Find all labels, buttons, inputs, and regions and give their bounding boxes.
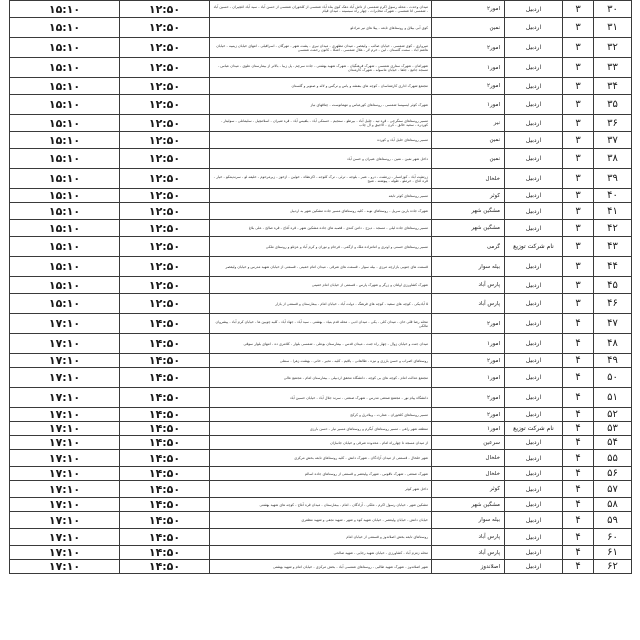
- row-number: ۶۲: [594, 560, 632, 574]
- table-row: [10, 512, 632, 529]
- start-time: ۱۲:۵۰: [120, 1, 210, 18]
- area-description: میدان وحدت - محله رسول اکرم شمسی از داش آباد دهک کوی بناه آباد شمسی از کلحوران شمسی از حسن آباد - سید آباد اغچیران - حسین آباد - شمسی اتا شمسی - شهرک مخابرات - چهار راه سبسینه - میدان قیام: [210, 1, 432, 18]
- area-description: مسیر روستاهای خلیل آباد و کورده: [210, 132, 432, 149]
- province-name: اردبیل: [505, 149, 563, 169]
- district-name: کوثر: [432, 189, 505, 203]
- table-row: [10, 220, 632, 237]
- table-row: [10, 388, 632, 408]
- group-code: ۳: [563, 149, 594, 169]
- start-time: ۱۴:۵۰: [120, 368, 210, 388]
- province-name: اردبیل: [505, 115, 563, 132]
- row-number: ۵۵: [594, 450, 632, 467]
- end-time: ۱۵:۱۰: [10, 220, 120, 237]
- start-time: ۱۴:۵۰: [120, 436, 210, 450]
- end-time: ۱۷:۱۰: [10, 481, 120, 498]
- row-number: ۳۳: [594, 58, 632, 78]
- group-code: ۴: [563, 546, 594, 560]
- area-description: شهرک صنعتی - شهرک ناقوس - شهرک ولیعصر و قسمتی از روستاهای جاده اسالم: [210, 467, 432, 481]
- table-row: [10, 408, 632, 422]
- group-code: ۳: [563, 189, 594, 203]
- province-name: اردبیل: [505, 546, 563, 560]
- row-number: ۴۴: [594, 257, 632, 277]
- group-code: ۴: [563, 512, 594, 529]
- table-row: [10, 237, 632, 257]
- row-number: ۴۷: [594, 314, 632, 334]
- row-number: ۴۹: [594, 354, 632, 368]
- group-code: ۴: [563, 467, 594, 481]
- start-time: ۱۲:۵۰: [120, 18, 210, 38]
- group-code: ۳: [563, 169, 594, 189]
- group-code: ۳: [563, 237, 594, 257]
- row-number: ۳۶: [594, 115, 632, 132]
- end-time: ۱۵:۱۰: [10, 237, 120, 257]
- district-name: مشگین شهر: [432, 203, 505, 220]
- table-row: [10, 354, 632, 368]
- district-name: مشگین شهر: [432, 498, 505, 512]
- start-time: ۱۲:۵۰: [120, 189, 210, 203]
- area-description: مسیر روستاهای سنگرچی - قره تپه - خلیل آباد - بیرطو - سنجیم - حسنکی آباد - بلقیس آباد - قره شیران - اسلامچیل - سلیمانلی - سولیتار - کوردره - سعید خالق - کرن - آلاجیق و آل چاب: [210, 115, 432, 132]
- start-time: ۱۲:۵۰: [120, 115, 210, 132]
- group-code: ۴: [563, 481, 594, 498]
- province-name: اردبیل: [505, 18, 563, 38]
- start-time: ۱۴:۵۰: [120, 450, 210, 467]
- end-time: ۱۵:۱۰: [10, 58, 120, 78]
- end-time: ۱۵:۱۰: [10, 149, 120, 169]
- group-code: ۳: [563, 38, 594, 58]
- area-description: خیابان دانش - خیابان ولیعصر - خیابان شهید کوه و شهر - شهید نجفی و شهید مظفری: [210, 512, 432, 529]
- end-time: ۱۷:۱۰: [10, 368, 120, 388]
- area-description: مسیر روستاهای حسنی و اونری و امامزاده ملک و ازگمی - فرجام و نوران و کرم آباد و عزتلو و روستای ملکی: [210, 237, 432, 257]
- end-time: ۱۷:۱۰: [10, 498, 120, 512]
- group-code: ۳: [563, 18, 594, 38]
- district-name: نمین: [432, 18, 505, 38]
- area-description: دانشگاه پیام نور - مجتمع صنعتی مدرس - شهرک صنعتی - سرند جلال آباد - خیابان حسین آباد: [210, 388, 432, 408]
- start-time: ۱۲:۵۰: [120, 203, 210, 220]
- province-name: اردبیل: [505, 132, 563, 149]
- table-row: [10, 132, 632, 149]
- group-code: ۳: [563, 220, 594, 237]
- district-name: امور۱: [432, 334, 505, 354]
- table-row: [10, 203, 632, 220]
- end-time: ۱۵:۱۰: [10, 95, 120, 115]
- district-name: پارس آباد: [432, 529, 505, 546]
- end-time: ۱۵:۱۰: [10, 294, 120, 314]
- district-name: پارس آباد: [432, 546, 505, 560]
- start-time: ۱۴:۵۰: [120, 498, 210, 512]
- group-code: ۴: [563, 422, 594, 436]
- table-row: [10, 257, 632, 277]
- district-name: امور۲: [432, 1, 505, 18]
- area-description: روستاهای اصراب و حسن بارزی و نیزه - طالقانی - یاقیم - کلیه - نحیر - خانی - بهشت زهرا - سنتلی: [210, 354, 432, 368]
- area-description: کوی آبی بیلاق و روستاهای تابعه - پیلا های نیر مرادلو: [210, 18, 432, 38]
- group-code: ۳: [563, 257, 594, 277]
- province-name: اردبیل: [505, 368, 563, 388]
- table-row: [10, 422, 632, 436]
- group-code: ۴: [563, 408, 594, 422]
- province-name: اردبیل: [505, 408, 563, 422]
- district-name: امور۱: [432, 58, 505, 78]
- district-name: نمین: [432, 132, 505, 149]
- end-time: ۱۷:۱۰: [10, 422, 120, 436]
- start-time: ۱۲:۵۰: [120, 294, 210, 314]
- start-time: ۱۲:۵۰: [120, 95, 210, 115]
- province-name: اردبیل: [505, 58, 563, 78]
- table-row: [10, 546, 632, 560]
- group-code: ۳: [563, 58, 594, 78]
- area-description: میدان جنت و خیابان زوال - چهار راه جنت - میدان قدس - بیمارستان بوعلی - شمسی بلوار - کلانتری ده - انتهای بلوار سوقی: [210, 334, 432, 354]
- start-time: ۱۴:۵۰: [120, 560, 210, 574]
- group-code: ۳: [563, 78, 594, 95]
- end-time: ۱۵:۱۰: [10, 169, 120, 189]
- district-name: امور۱: [432, 95, 505, 115]
- province-name: اردبیل: [505, 529, 563, 546]
- table-row: [10, 95, 632, 115]
- province-name: اردبیل: [505, 38, 563, 58]
- area-description: شهرک کوثر ایسپیسا شمسی - روستاهای کورعباس و مهمانوست - چناقهای نیاز: [210, 95, 432, 115]
- district-name: امور۲: [432, 388, 505, 408]
- group-code: ۴: [563, 450, 594, 467]
- district-name: امور۲: [432, 314, 505, 334]
- row-number: ۵۰: [594, 368, 632, 388]
- province-name: اردبیل: [505, 314, 563, 334]
- row-number: ۴۶: [594, 294, 632, 314]
- end-time: ۱۵:۱۰: [10, 1, 120, 18]
- row-number: ۳۵: [594, 95, 632, 115]
- province-name: اردبیل: [505, 78, 563, 95]
- row-number: ۳۸: [594, 149, 632, 169]
- area-description: منطقه شهر راهی - مسیر روستاهای آبگرم و روستاهای مسیر نیار - حسن بارزی: [210, 422, 432, 436]
- end-time: ۱۷:۱۰: [10, 450, 120, 467]
- row-number: ۵۶: [594, 467, 632, 481]
- area-description: شهر خلخال - قسمتی از میدان آزادگان - شهرک دانش - کلیه روستاهای تابعه بخش مرکزی: [210, 450, 432, 467]
- end-time: ۱۷:۱۰: [10, 354, 120, 368]
- row-number: ۳۲: [594, 38, 632, 58]
- end-time: ۱۷:۱۰: [10, 560, 120, 574]
- area-description: مسیر روستاهای کلخوران - عمارت - ویلادرق و کرکج: [210, 408, 432, 422]
- district-name: امور۲: [432, 38, 505, 58]
- district-name: امور۲: [432, 408, 505, 422]
- province-name: اردبیل: [505, 294, 563, 314]
- outage-schedule-table: [9, 0, 632, 574]
- group-code: ۳: [563, 294, 594, 314]
- table-row: [10, 368, 632, 388]
- row-number: ۵۲: [594, 408, 632, 422]
- area-description: زرتشت آباد - کوزانسار - زرتشت - درو - عنبر - بلوجه - ترئی - ترک کلوجه - اکزنطاه - خوئین - ازخوز - زیرمرحوم - خلیفه لو - سرندیمکو - خیار - قره آغاچ - خرمئو - طوله - پیوشته - شیخ: [210, 169, 432, 189]
- district-name: امور۲: [432, 354, 505, 368]
- end-time: ۱۷:۱۰: [10, 467, 120, 481]
- start-time: ۱۴:۵۰: [120, 388, 210, 408]
- start-time: ۱۴:۵۰: [120, 529, 210, 546]
- district-name: گرمی: [432, 237, 505, 257]
- district-name: مشگین شهر: [432, 220, 505, 237]
- group-code: ۴: [563, 368, 594, 388]
- table-row: [10, 169, 632, 189]
- table-row: [10, 498, 632, 512]
- row-number: ۵۷: [594, 481, 632, 498]
- end-time: ۱۵:۱۰: [10, 115, 120, 132]
- group-code: ۴: [563, 436, 594, 450]
- row-number: ۴۵: [594, 277, 632, 294]
- table-row: [10, 467, 632, 481]
- group-code: ۳: [563, 1, 594, 18]
- table-row: [10, 78, 632, 95]
- table-row: [10, 38, 632, 58]
- end-time: ۱۵:۱۰: [10, 203, 120, 220]
- end-time: ۱۷:۱۰: [10, 408, 120, 422]
- province-name: اردبیل: [505, 560, 563, 574]
- end-time: ۱۷:۱۰: [10, 546, 120, 560]
- group-code: ۴: [563, 388, 594, 408]
- area-description: مجتمع عدالت امام - کوچه های بی کوچه - دانشگاه محقق اردبیلی - بیمارستان امام - مجتمع عالی: [210, 368, 432, 388]
- start-time: ۱۲:۵۰: [120, 132, 210, 149]
- area-description: محله زمزم آباد - کشاورزی - خیابان شهید رجایی - شهید صالحی: [210, 546, 432, 560]
- end-time: ۱۷:۱۰: [10, 529, 120, 546]
- area-description: شهرک کشاورزی اولتان و زرگر و شهرک پارس - قسمتی از خیابان امام خمینی: [210, 277, 432, 294]
- district-name: نمین: [432, 149, 505, 169]
- province-name: اردبیل: [505, 1, 563, 18]
- row-number: ۵۳: [594, 422, 632, 436]
- start-time: ۱۴:۵۰: [120, 334, 210, 354]
- district-name: پارس آباد: [432, 294, 505, 314]
- row-number: ۳۱: [594, 18, 632, 38]
- district-name: بیله سوار: [432, 512, 505, 529]
- group-code: ۴: [563, 498, 594, 512]
- area-description: روستاهای تابعه بخش اصلاندوز و قسمتی از خیابان امام: [210, 529, 432, 546]
- table-row: [10, 1, 632, 18]
- row-number: ۴۳: [594, 237, 632, 257]
- group-code: ۴: [563, 314, 594, 334]
- end-time: ۱۵:۱۰: [10, 257, 120, 277]
- row-number: ۶۰: [594, 529, 632, 546]
- start-time: ۱۲:۵۰: [120, 169, 210, 189]
- start-time: ۱۴:۵۰: [120, 546, 210, 560]
- start-time: ۱۲:۵۰: [120, 277, 210, 294]
- row-number: ۳۰: [594, 1, 632, 18]
- row-number: ۵۴: [594, 436, 632, 450]
- start-time: ۱۲:۵۰: [120, 58, 210, 78]
- end-time: ۱۷:۱۰: [10, 334, 120, 354]
- start-time: ۱۲:۵۰: [120, 220, 210, 237]
- end-time: ۱۷:۱۰: [10, 314, 120, 334]
- district-name: خلخال: [432, 467, 505, 481]
- province-name: اردبیل: [505, 450, 563, 467]
- start-time: ۱۲:۵۰: [120, 237, 210, 257]
- start-time: ۱۲:۵۰: [120, 78, 210, 95]
- row-number: ۳۷: [594, 132, 632, 149]
- district-name: خلخال: [432, 450, 505, 467]
- table-row: [10, 450, 632, 467]
- area-description: مشکین شهر - خیابان رسول اکرم - ملکی - آزادگان - امام - بیمارستان - میدان قره آغاج - کوچه های شهید بهشتی: [210, 498, 432, 512]
- district-name: امور۱: [432, 368, 505, 388]
- area-description: شهر اصلاندوز - شهرک شهید طالبی - روستاهای شمسی آباد - بخش مرکزی - خیابان امام و شهید بهشتی: [210, 560, 432, 574]
- table-row: [10, 436, 632, 450]
- area-description: شهرک جاده بارین سرپل - روستاهای نوبه - کلیه روستاهای مسیر جاده مشکین شهر به اردبیل: [210, 203, 432, 220]
- schedule-table-container: [9, 0, 631, 574]
- start-time: ۱۴:۵۰: [120, 314, 210, 334]
- table-row: [10, 529, 632, 546]
- group-code: ۳: [563, 203, 594, 220]
- row-number: ۳۴: [594, 78, 632, 95]
- start-time: ۱۴:۵۰: [120, 354, 210, 368]
- table-row: [10, 334, 632, 354]
- area-description: از میدان مسجد تا چهارراه امام - محدوده شرقی و خیابان جانبازان: [210, 436, 432, 450]
- end-time: ۱۷:۱۰: [10, 436, 120, 450]
- group-code: ۴: [563, 354, 594, 368]
- area-description: داخل شهر نمین - نمین - روستاهای عنبران و حسن آباد: [210, 149, 432, 169]
- area-description: قسمت های جنوبی بازارچه مرزی - بیله سوار - قسمت های شرقی - میدان امام خمینی - قسمتی از خیابان شهید مدرس و خیابان ولیعصر: [210, 257, 432, 277]
- group-code: ۳: [563, 115, 594, 132]
- row-number: ۴۱: [594, 203, 632, 220]
- province-name: اردبیل: [505, 388, 563, 408]
- group-code: ۴: [563, 560, 594, 574]
- area-description: مسیر روستاهای جاده لیلی - مسجد - دیزج - دامن کندی - قصبه های جاده مشکین شهر - قره آغاج - قره صالح - علی بلاغ: [210, 220, 432, 237]
- table-row: [10, 149, 632, 169]
- start-time: ۱۲:۵۰: [120, 257, 210, 277]
- start-time: ۱۴:۵۰: [120, 408, 210, 422]
- start-time: ۱۴:۵۰: [120, 422, 210, 436]
- end-time: ۱۵:۱۰: [10, 18, 120, 38]
- table-row: [10, 58, 632, 78]
- table-body: [10, 1, 632, 574]
- row-number: ۶۱: [594, 546, 632, 560]
- district-name: خلخال: [432, 169, 505, 189]
- district-name: اصلاندوز: [432, 560, 505, 574]
- row-number: ۴۲: [594, 220, 632, 237]
- province-name: نام شرکت توزیع: [505, 422, 563, 436]
- district-name: نیر: [432, 115, 505, 132]
- district-name: پارس آباد: [432, 277, 505, 294]
- province-name: اردبیل: [505, 354, 563, 368]
- table-row: [10, 560, 632, 574]
- group-code: ۳: [563, 277, 594, 294]
- province-name: اردبیل: [505, 481, 563, 498]
- province-name: اردبیل: [505, 95, 563, 115]
- province-name: اردبیل: [505, 257, 563, 277]
- start-time: ۱۲:۵۰: [120, 38, 210, 58]
- end-time: ۱۵:۱۰: [10, 189, 120, 203]
- group-code: ۳: [563, 132, 594, 149]
- table-row: [10, 189, 632, 203]
- start-time: ۱۴:۵۰: [120, 481, 210, 498]
- end-time: ۱۷:۱۰: [10, 388, 120, 408]
- province-name: نام شرکت توزیع: [505, 237, 563, 257]
- row-number: ۵۸: [594, 498, 632, 512]
- table-row: [10, 294, 632, 314]
- province-name: اردبیل: [505, 512, 563, 529]
- table-row: [10, 115, 632, 132]
- end-time: ۱۵:۱۰: [10, 78, 120, 95]
- start-time: ۱۴:۵۰: [120, 467, 210, 481]
- province-name: اردبیل: [505, 467, 563, 481]
- end-time: ۱۵:۱۰: [10, 277, 120, 294]
- district-name: سرعین: [432, 436, 505, 450]
- table-row: [10, 277, 632, 294]
- group-code: ۴: [563, 334, 594, 354]
- province-name: اردبیل: [505, 189, 563, 203]
- table-row: [10, 481, 632, 498]
- row-number: ۴۰: [594, 189, 632, 203]
- province-name: اردبیل: [505, 220, 563, 237]
- area-description: مجتمع شهرک اداری کارشناسان - کوچه های بنفشه و یاس و نرگس و لاله و صنوبر و گلستان: [210, 78, 432, 95]
- province-name: اردبیل: [505, 277, 563, 294]
- area-description: ۵ آبادیکی - کوچه های سفید - کوچه های فرهنگ - دولت آباد - خیابان امام - بیمارستان و قسمتی از بازار: [210, 294, 432, 314]
- province-name: اردبیل: [505, 203, 563, 220]
- table-row: [10, 314, 632, 334]
- start-time: ۱۴:۵۰: [120, 512, 210, 529]
- area-description: شهرامان - شهرک ستاری شمسی - شهرک فرهنگیان - شهرک شهید بهشتی - جاده سرچم - پل زیبا - بالاتر از بیمارستان علوی - میدان عباس - مسجد جامع - جلفا - خیابان ماسوله - شهرک کارمندان: [210, 58, 432, 78]
- area-description: مسیر روستاهای کوثر تابعه: [210, 189, 432, 203]
- province-name: اردبیل: [505, 169, 563, 189]
- area-description: محله رضا قلی خان - میدان کلی - یکی - میدان ادبی - محله قدم بنیاد - بهشتی - سید آباد - جهاد آباد - کلیه چوبین ها - خیابان کرم آباد - پیشروان مالکی: [210, 314, 432, 334]
- end-time: ۱۵:۱۰: [10, 38, 120, 58]
- group-code: ۴: [563, 529, 594, 546]
- district-name: بیله سوار: [432, 257, 505, 277]
- district-name: امور۲: [432, 78, 505, 95]
- row-number: ۳۹: [594, 169, 632, 189]
- end-time: ۱۷:۱۰: [10, 512, 120, 529]
- province-name: اردبیل: [505, 498, 563, 512]
- table-row: [10, 18, 632, 38]
- area-description: میرواری - کوی شمسی - خیابان صائب - ولیعصر - میدان مطهری - میدان نیری - پشت شهر - مهرگان - اسرافیلی - انتهای خیابان زینبیه - خیابان هاشم آباد - سمت گلستان - لین - خرم لار - هلال شمسی - اشکا - کانون رحمت شمسی: [210, 38, 432, 58]
- row-number: ۵۹: [594, 512, 632, 529]
- province-name: اردبیل: [505, 334, 563, 354]
- row-number: ۵۱: [594, 388, 632, 408]
- district-name: کوثر: [432, 481, 505, 498]
- start-time: ۱۲:۵۰: [120, 149, 210, 169]
- district-name: امور۱: [432, 422, 505, 436]
- area-description: داخل شهر کوثر: [210, 481, 432, 498]
- province-name: اردبیل: [505, 436, 563, 450]
- end-time: ۱۵:۱۰: [10, 132, 120, 149]
- row-number: ۴۸: [594, 334, 632, 354]
- group-code: ۳: [563, 95, 594, 115]
